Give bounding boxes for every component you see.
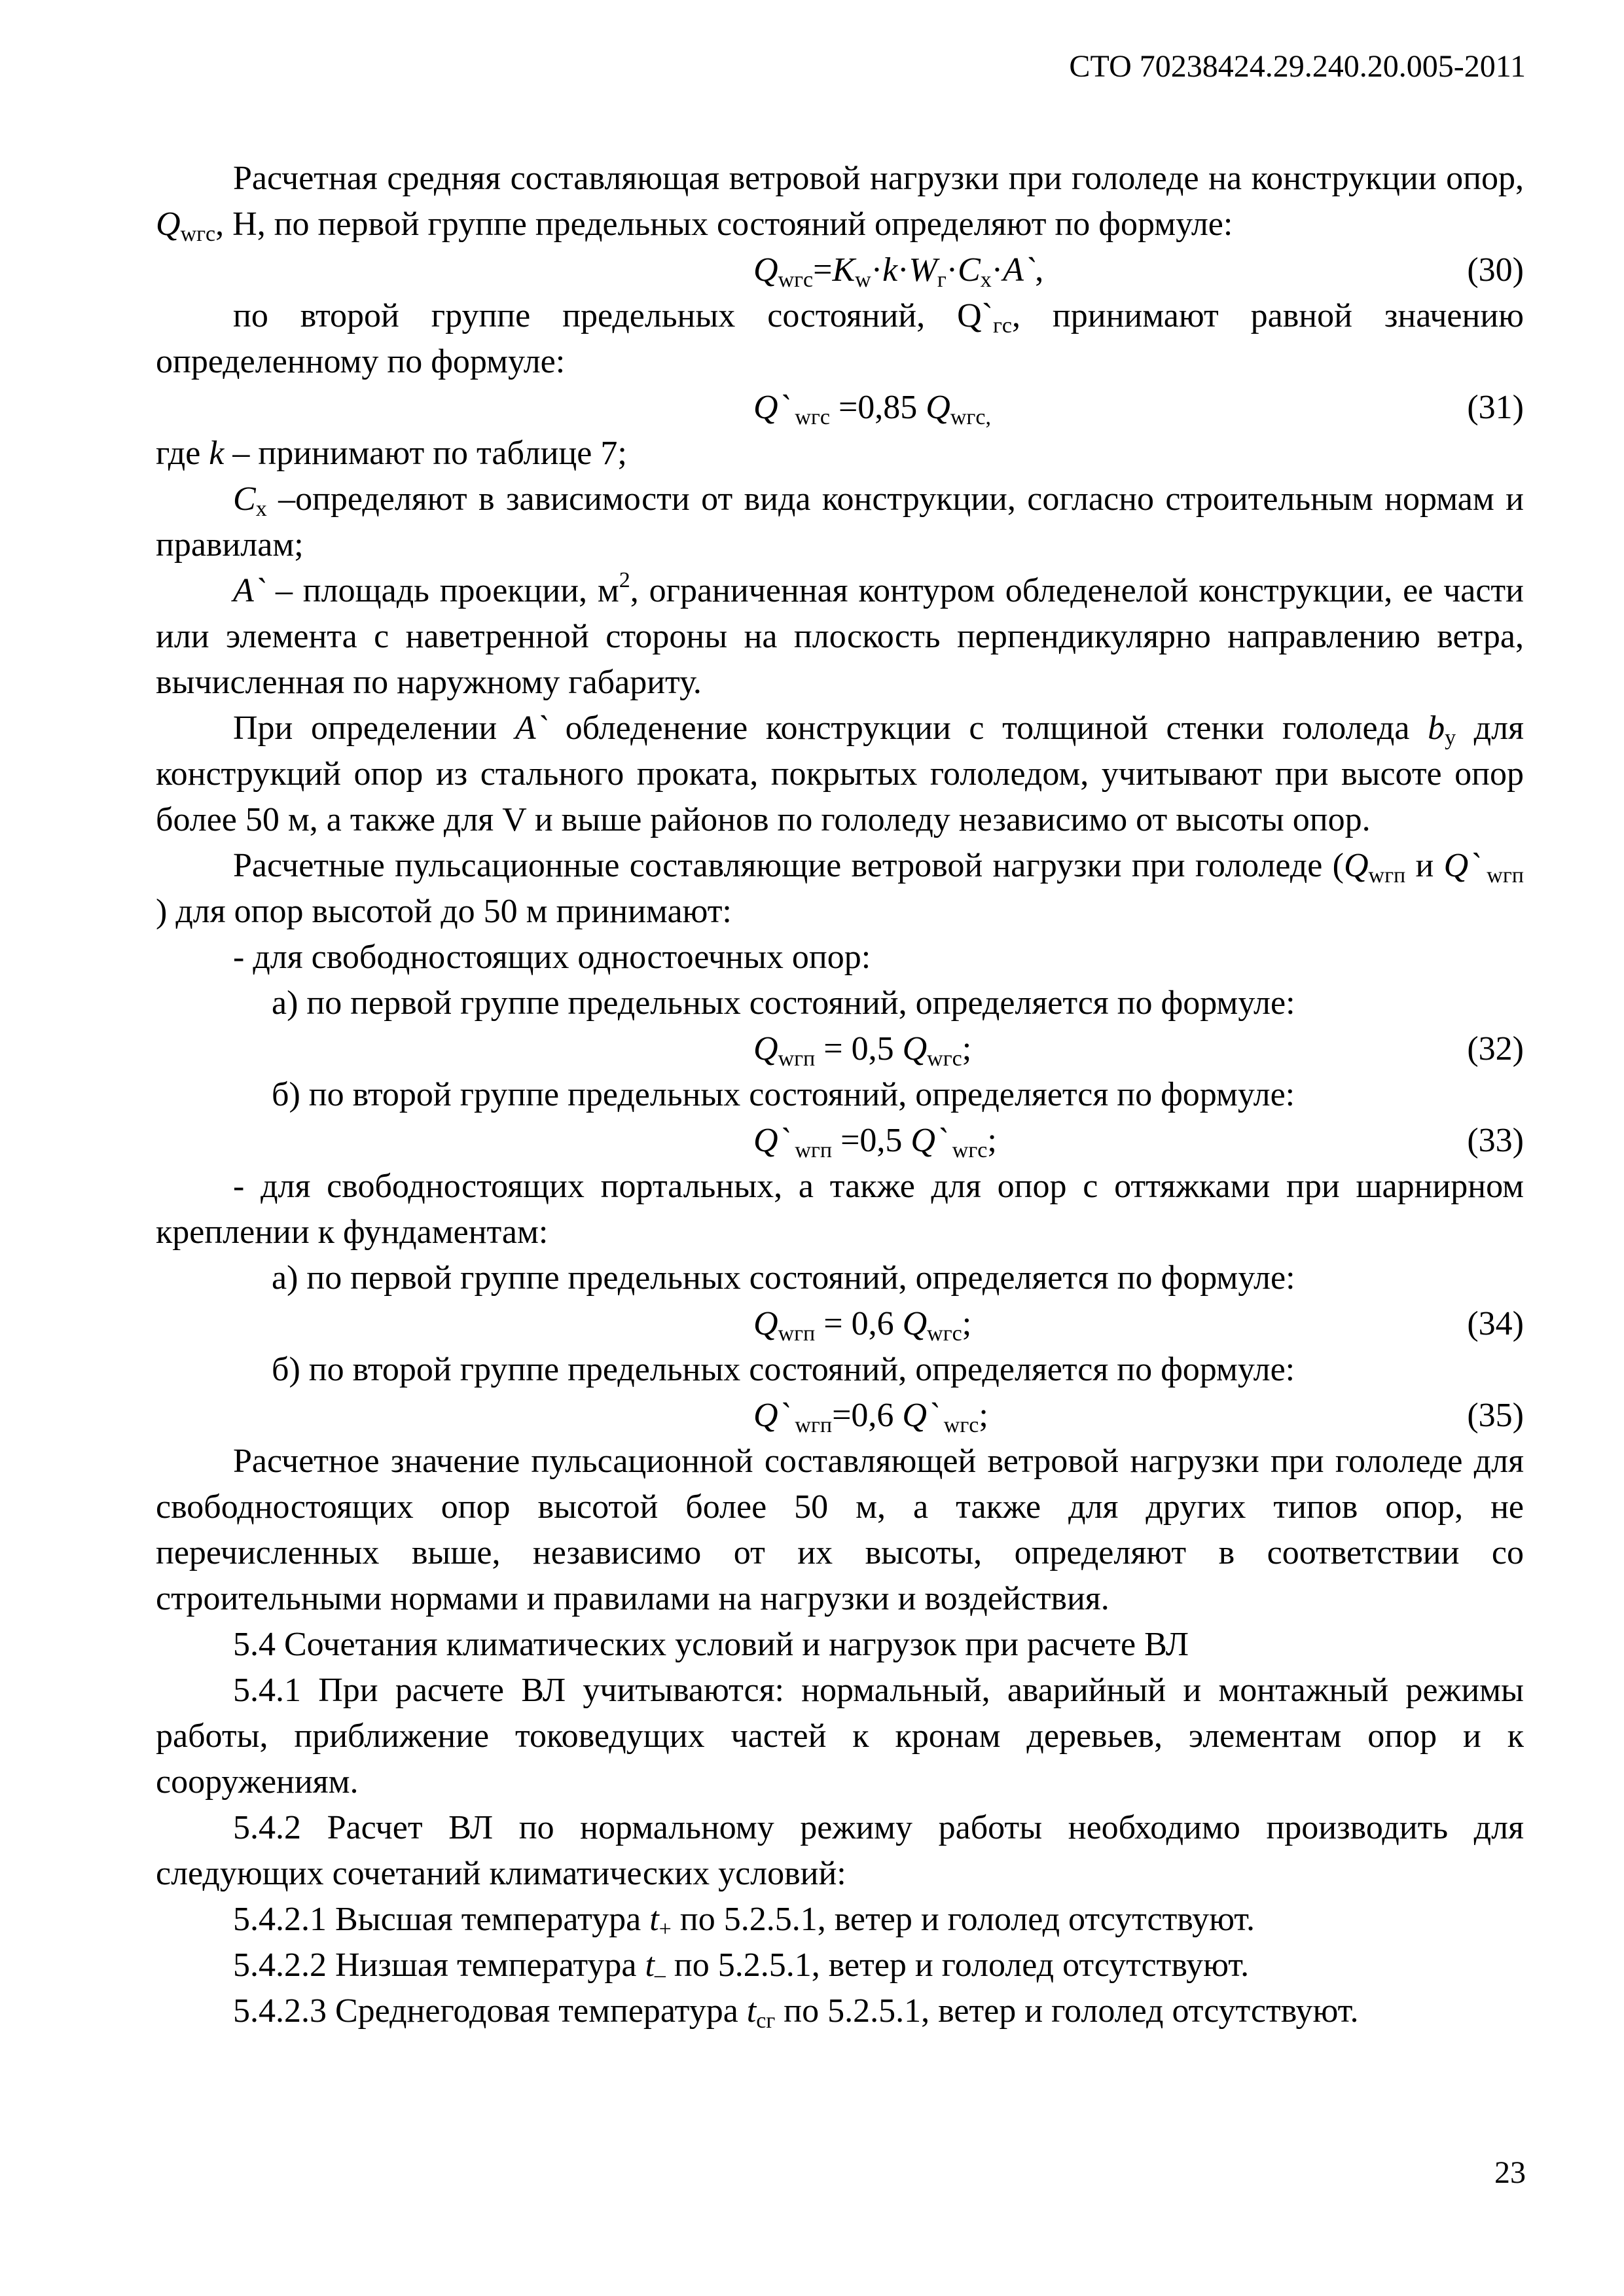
page-number: 23: [1494, 2155, 1526, 2190]
definition-k: где k – принимают по таблице 7;: [156, 435, 627, 472]
clause-5-4-2-2: 5.4.2.2 Низшая температура $t_-$ по 5.2.5.1, ветер и гололед отсутствуют.: [233, 1946, 1250, 1987]
list-subitem-first-group: а) по первой группе предельных состояний, определяется по формуле:: [272, 1259, 1295, 1297]
paragraph-icing-area: При определении A` обледенение конструкции с толщиной стенки гололеда $b_y$ для конструкций опор из стального проката, покрытых гололедом, учитывают при высоте опор более 50 м, а также для V и выше районов по гололеду независимо от высоты опор.: [156, 709, 1524, 838]
clause-5-4-2-1: 5.4.2.1 Высшая температура $t_+$ по 5.2.5.1, ветер и гололед отсутствуют.: [233, 1901, 1255, 1941]
clause-5-4-2: 5.4.2 Расчет ВЛ по нормальному режиму работы необходимо производить для следующих сочетаний климатических условий:: [156, 1809, 1524, 1892]
formula-number: (35): [1467, 1397, 1524, 1434]
list-subitem-second-group: б) по второй группе предельных состояний, определяется по формуле:: [272, 1351, 1295, 1388]
clause-5-4-2-3: 5.4.2.3 Среднегодовая температура $t_{сг}$ по 5.2.5.1, ветер и гололед отсутствуют.: [233, 1992, 1359, 2033]
list-item-single-pole: - для свободностоящих одностоечных опор:: [233, 939, 871, 976]
paragraph-pulsation-other: Расчетное значение пульсационной составляющей ветровой нагрузки при гололеде для свободностоящих опор высотой более 50 м, а также для других типов опор, не перечисленных выше, независимо от их высоты, определяют в соответствии со строительными нормами и правилами на нагрузки и воздействия.: [156, 1443, 1524, 1617]
formula-number: (31): [1467, 389, 1524, 426]
definition-cx: $C_x$ –определяют в зависимости от вида конструкции, согласно строительным нормам и правилам;: [156, 480, 1524, 564]
formula-35: [156, 1393, 1524, 1439]
paragraph-wind-load-mean: [156, 156, 1524, 247]
formula-30: [156, 247, 1524, 293]
list-item-portal: - для свободностоящих портальных, а также для опор с оттяжками при шарнирном креплении к фундаментам:: [156, 1168, 1524, 1251]
formula-32: [156, 1026, 1524, 1072]
document-code: СТО 70238424.29.240.20.005-2011: [1069, 49, 1526, 84]
definition-a-prime: A` – площадь проекции, $м^2$, ограниченная контуром обледенелой конструкции, ее части или элемента с наветренной стороны на плоскость перпендикулярно направлению ветра, вычисленная по наружному габариту.: [156, 568, 1524, 701]
formula-expression: $Q_{wгc}=K_w\cdot k\cdot W_г\cdot C_x\cdot A`$,: [753, 251, 1044, 292]
formula-31: [156, 385, 1524, 431]
formula-34: [156, 1301, 1524, 1347]
list-subitem-first-group: а) по первой группе предельных состояний, определяется по формуле:: [272, 984, 1295, 1022]
formula-expression: $Q_{wгп} = 0,6$ $Q_{wгc}$;: [753, 1305, 972, 1346]
symbol-q: Q: [156, 206, 181, 243]
subscript: wгc: [180, 222, 216, 246]
clause-5-4-1: 5.4.1 При расчете ВЛ учитываются: нормальный, аварийный и монтажный режимы работы, приближение токоведущих частей к кронам деревьев, элементам опор и к сооружениям.: [156, 1672, 1524, 1801]
formula-number: (30): [1467, 251, 1524, 289]
formula-33: [156, 1118, 1524, 1164]
text: Расчетная средняя составляющая ветровой нагрузки при гололеде на конструкции опор,: [233, 160, 1524, 197]
formula-expression: Q` $_{wгп}$ =0,5 Q` $_{wгc}$;: [753, 1122, 997, 1162]
section-heading-5-4: 5.4 Сочетания климатических условий и нагрузок при расчете ВЛ: [233, 1626, 1189, 1663]
paragraph-pulsation: Расчетные пульсационные составляющие ветровой нагрузки при гололеде ($Q_{wгп}$ и Q` $_{wгп}$ ) для опор высотой до 50 м принимают:: [156, 847, 1524, 930]
formula-expression: Q` $_{wгc}$ =0,85 $Q_{wгc,}$: [753, 389, 991, 429]
paragraph-second-group: по второй группе предельных состояний, $Q`_{гс}$, принимают равной значению определенному по формуле:: [156, 297, 1524, 380]
formula-expression: Q` $_{wгп}$=0,6 Q` $_{wгc}$;: [753, 1397, 988, 1437]
document-body: [156, 156, 1524, 2034]
text: , Н, по первой группе предельных состояний определяют по формуле:: [215, 206, 1233, 243]
formula-number: (34): [1467, 1305, 1524, 1342]
formula-number: (32): [1467, 1030, 1524, 1067]
list-subitem-second-group: б) по второй группе предельных состояний, определяется по формуле:: [272, 1076, 1295, 1113]
formula-expression: $Q_{wгп} = 0,5$ $Q_{wгc}$;: [753, 1030, 972, 1071]
formula-number: (33): [1467, 1122, 1524, 1159]
